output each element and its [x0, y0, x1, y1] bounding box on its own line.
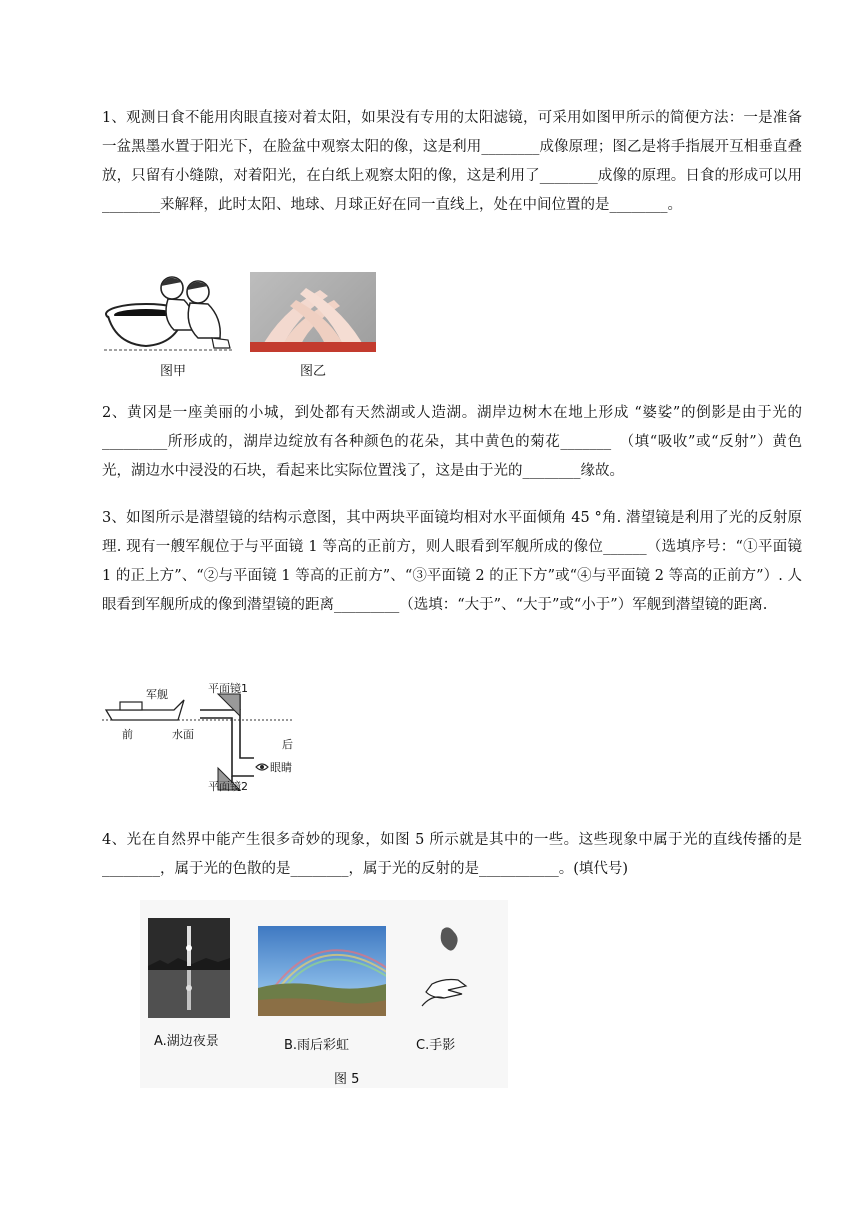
figure-5-caption-b: B.雨后彩虹 — [284, 1038, 350, 1053]
question-4: 4、光在自然界中能产生很多奇妙的现象，如图 5 所示就是其中的一些。这些现象中属于光的直线传播的是________，属于光的色散的是________，属于光的反射的是___________。(填代号) — [102, 832, 802, 877]
basin-girls-illustration — [102, 268, 236, 356]
figure-caption-a: 图甲 — [160, 364, 187, 379]
hands-photo — [250, 272, 376, 352]
question-2: 2、黄冈是一座美丽的小城，到处都有天然湖或人造湖。湖岸边树木在地上形成 “婆娑”的倒影是由于光的_________所形成的，湖岸边绽放有各种颜色的花朵，其中黄色的菊花_______ （填“吸收”或“反射”）黄色光，湖边水中浸没的石块，看起来比实际位置浅了，这是由于光的________缘故。 — [102, 405, 802, 479]
figure-1 — [102, 268, 392, 380]
label-eye: 眼睛 — [270, 761, 292, 774]
label-front: 前 — [122, 728, 133, 741]
label-water: 水面 — [172, 728, 194, 741]
label-mirror-2: 平面镜2 — [208, 780, 248, 793]
lake-night-photo — [148, 918, 230, 1018]
figure-caption-b: 图乙 — [300, 364, 327, 379]
figure-5 — [140, 900, 508, 1088]
rainbow-photo — [258, 926, 386, 1016]
periscope-diagram — [102, 680, 302, 796]
hand-shadow-photo — [418, 924, 468, 1020]
question-1: 1、观测日食不能用肉眼直接对着太阳，如果没有专用的太阳滤镜，可采用如图甲所示的简便方法：一是准备一盆黑墨水置于阳光下，在脸盆中观察太阳的像，这是利用________成像原理；图乙是将手指展开互相垂直叠放，只留有小缝隙，对着阳光，在白纸上观察太阳的像，这是利用了________成像的原理。日食的形成可以用________来解释，此时太阳、地球、月球正好在同一直线上，处在中间位置的是________。 — [102, 110, 802, 213]
figure-5-title: 图 5 — [334, 1072, 360, 1087]
label-ship: 军舰 — [146, 688, 168, 701]
figure-5-caption-a: A.湖边夜景 — [154, 1034, 219, 1049]
label-back: 后 — [282, 738, 293, 751]
question-3: 3、如图所示是潜望镜的结构示意图，其中两块平面镜均相对水平面倾角 45 °角. 潜望镜是利用了光的反射原理. 现有一艘军舰位于与平面镜 1 等高的正前方，则人眼看到军舰所成的像位______（选填序号：“①平面镜 1 的正上方”、“②与平面镜 1 等高的正前方”、“③平面镜 2 的正下方”或“④与平面镜 2 等高的正前方”）. 人眼看到军舰所成的像到潜望镜的距离_________（选填：“大于”、“大于”或“小于”）军舰到潜望镜的距离. — [102, 510, 802, 613]
label-mirror-1: 平面镜1 — [208, 682, 248, 695]
figure-5-caption-c: C.手影 — [416, 1038, 456, 1053]
